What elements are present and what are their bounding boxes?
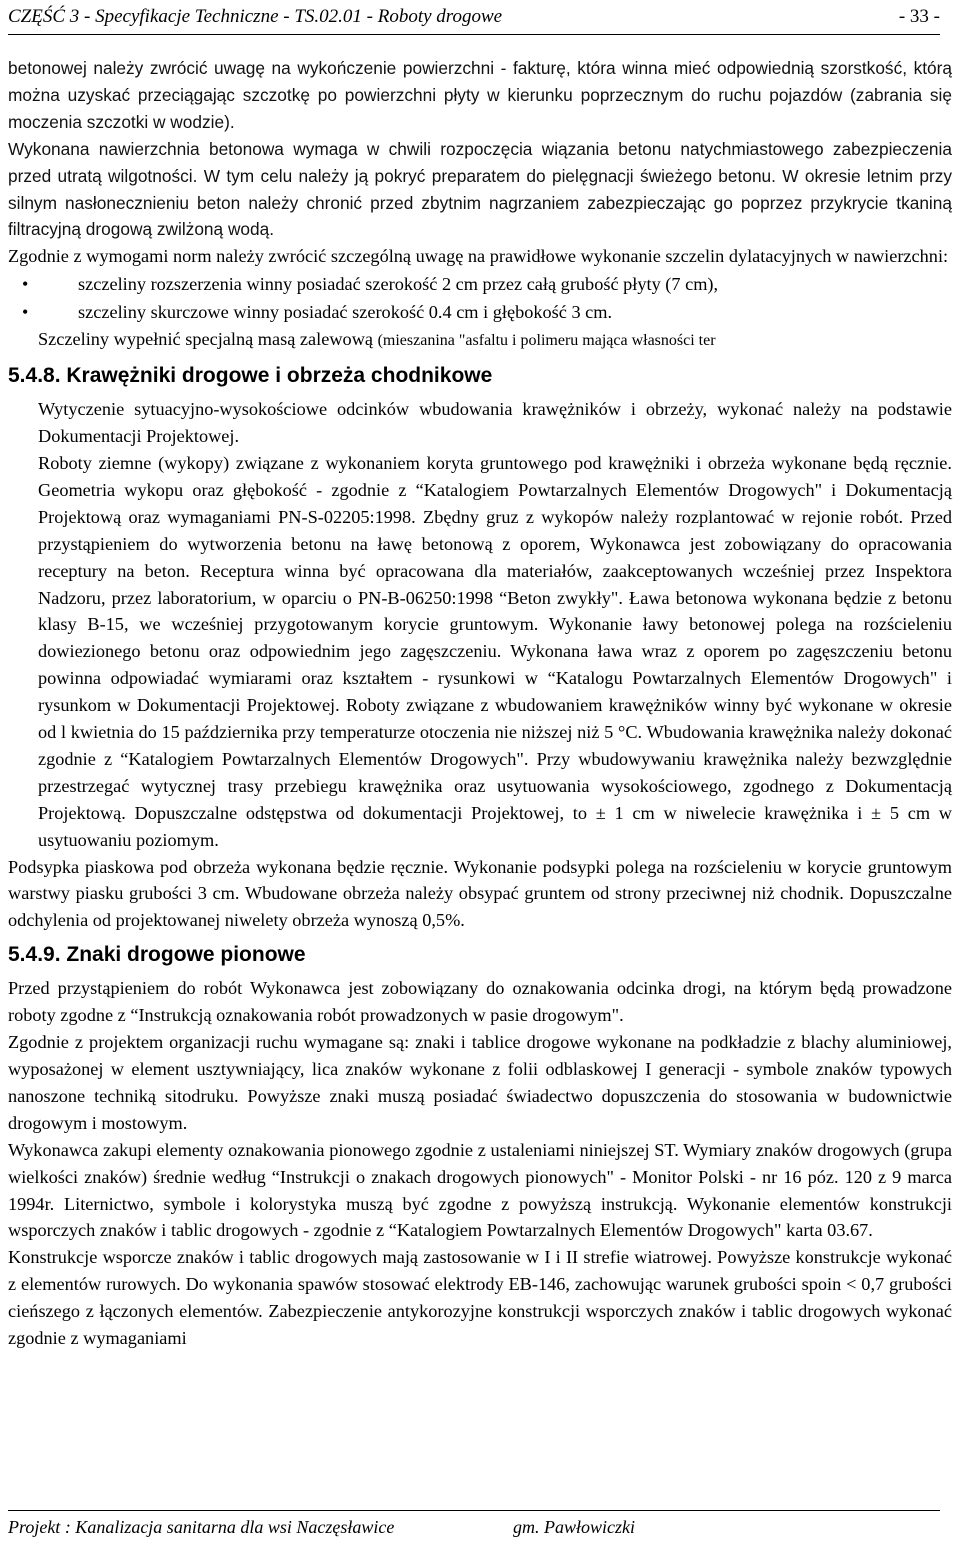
paragraph: Wykonawca zakupi elementy oznakowania pionowego zgodnie z ustaleniami niniejszej ST. Wymiary znaków drogowych (grupa wielkości znaków) średnie według “Instrukcji o znakach drogowych pionowych" - Monitor Polski - nr 16 póz. 120 z 9 marca 1994r. Liternictwo, symbole i kolorystyka muszą być zgodne z powyższą instrukcją. Wykonanie elementów konstrukcji wsporczych znaków i tablic drogowych - zgodnie z “Katalogiem Powtarzalnych Elementów Drogowych" karta 03.67. xyxy=(8,1139,952,1241)
paragraph: Konstrukcje wsporcze znaków i tablic drogowych mają zastosowanie w I i II strefie wiatrowej. Powyższe konstrukcje wykonać z elementów rurowych. Do wykonania spawów stosować elektrody EB-146, zachowując warunek grubości spoin < 0,7 grubości cieńszego z łączonych elementów. Zabezpieczenie antykorozyjne konstrukcji wsporczych znaków i tablic drogowych wykonać zgodnie z wymaganiami xyxy=(8,1247,952,1349)
section-heading: 5.4.9. Znaki drogowe pionowe xyxy=(8,943,306,967)
page-footer xyxy=(8,1510,940,1538)
paragraph: Wykonana nawierzchnia betonowa wymaga w chwili rozpoczęcia wiązania betonu natychmiastowego zabezpieczenia przed utratą wilgotności. W tym celu należy ją pokryć preparatem do pielęgnacji świeżego betonu. W okresie letnim przy silnym nasłonecznieniu beton należy chronić przed zbytnim nagrzaniem zabezpieczając go poprzez przykrycie tkaniną filtracyjną drogową zwilżoną wodą. xyxy=(8,138,952,240)
list-item: • szczeliny skurczowe winny posiadać szerokość 0.4 cm i głębokość 3 cm. xyxy=(8,298,952,326)
bullet-list xyxy=(8,270,952,326)
paragraph: Przed przystąpieniem do robót Wykonawca jest zobowiązany do oznakowania odcinka drogi, na którym będą prowadzone roboty zgodne z “Instrukcją oznakowania robót prowadzonych w pasie drogowym". xyxy=(8,978,952,1026)
footer-municipality: gm. Pawłowiczki xyxy=(513,1517,635,1537)
paragraph-text: Szczeliny wypełnić specjalną masą zalewową xyxy=(38,329,378,350)
list-item: • szczeliny rozszerzenia winny posiadać szerokość 2 cm przez całą grubość płyty (7 cm), xyxy=(8,270,952,298)
page-number: - 33 - xyxy=(898,6,940,27)
paragraph xyxy=(8,326,952,355)
paragraph: Wytyczenie sytuacyjno-wysokościowe odcinków wbudowania krawężników i obrzeży, wykonać należy na podstawie Dokumentacji Projektowej. xyxy=(38,399,952,447)
paragraph-note: (mieszanina "asfaltu i polimeru mająca własności ter xyxy=(377,332,716,350)
paragraph: betonowej należy zwrócić uwagę na wykończenie powierzchni - fakturę, która winna mieć odpowiednią szorstkość, którą można uzyskać przeciągając szczotkę po powierzchni płyty w kierunku poprzecznym do ruchu pojazdów (zabrania się moczenia szczotki w wodzie). xyxy=(8,58,952,132)
paragraph: Zgodnie z projektem organizacji ruchu wymagane są: znaki i tablice drogowe wykonane na podkładzie z blachy aluminiowej, wyposażonej w element usztywniający, lica znaków wykonane z folii odblaskowej I generacji - symbole znaków typowych nanoszone techniką sitodruku. Powyższe znaki muszą posiadać świadectwo dopuszczenia do stosowania w budownictwie drogowym i mostowym. xyxy=(8,1032,952,1133)
paragraph: Roboty ziemne (wykopy) związane z wykonaniem koryta gruntowego pod krawężniki i obrzeża wykonane będą ręcznie. Geometria wykopu oraz głębokość - zgodnie z “Katalogiem Powtarzalnych Elementów Drogowych" i Dokumentacją Projektową oraz wymaganiami PN-S-02205:1998. Zbędny gruz z wykopów należy rozplantować w rejonie robót. Przed przystąpieniem do wytworzenia betonu na ławę betonową z oporem, Wykonawca jest zobowiązany do opracowania receptury na beton. Receptura winna być opracowana dla materiałów, zaakceptowanych wcześniej przez Inspektora Nadzoru, przez laboratorium, w oparciu o PN-B-06250:1998 “Beton zwykły". Ława betonowa wykonana będzie z betonu klasy B-15, we wcześniej przygotowanym korycie gruntowym. Wykonanie ławy betonowej polega na rozścieleniu dowiezionego betonu oraz odpowiednim jego zagęszczeniu. Wykonana ława wraz z oporem po zagęszczeniu betonu powinna odpowiadać wymiarami oraz kształtem - rysunkowi w “Katalogu Powtarzalnych Elementów Drogowych" i rysunkom w Dokumentacji Projektowej. Roboty związane z wbudowaniem krawężników winny być wykonane w okresie od l kwietnia do 15 października przy temperaturze otoczenia nie niższej niż 5 °C. Wbudowania krawężnika należy dokonać zgodnie z “Katalogiem Powtarzalnych Elementów Drogowych". Przy wbudowywaniu krawężnika należy bezwzględnie przestrzegać wytycznej trasy przebiegu krawężnika oraz usytuowania wysokościowego, zgodnego z Dokumentacją Projektową. Dopuszczalne odstępstwa od dokumentacji Projektowej, to ± 1 cm w niwelecie krawężnika i ± 5 cm w usytuowaniu poziomym. xyxy=(38,452,952,850)
paragraph: Podsypka piaskowa pod obrzeża wykonana będzie ręcznie. Wykonanie podsypki polega na rozścieleniu w korycie gruntowym warstwy piasku grubości 3 cm. Wbudowane obrzeża należy obsypać gruntem od strony przeciwnej niż chodnik. Dopuszczalne odchylenia od projektowanej niwelety obrzeża wynoszą 0,5%. xyxy=(8,856,952,931)
page-header xyxy=(8,4,940,35)
page-content xyxy=(8,55,952,1352)
section-heading: 5.4.8. Krawężniki drogowe i obrzeża chodnikowe xyxy=(8,364,493,388)
footer-project: Projekt : Kanalizacja sanitarna dla wsi Naczęsławice xyxy=(8,1517,395,1537)
paragraph: Zgodnie z wymogami norm należy zwrócić szczególną uwagę na prawidłowe wykonanie szczelin dylatacyjnych w nawierzchni: xyxy=(8,246,949,267)
header-title: CZĘŚĆ 3 - Specyfikacje Techniczne - TS.02.01 - Roboty drogowe xyxy=(8,6,503,27)
